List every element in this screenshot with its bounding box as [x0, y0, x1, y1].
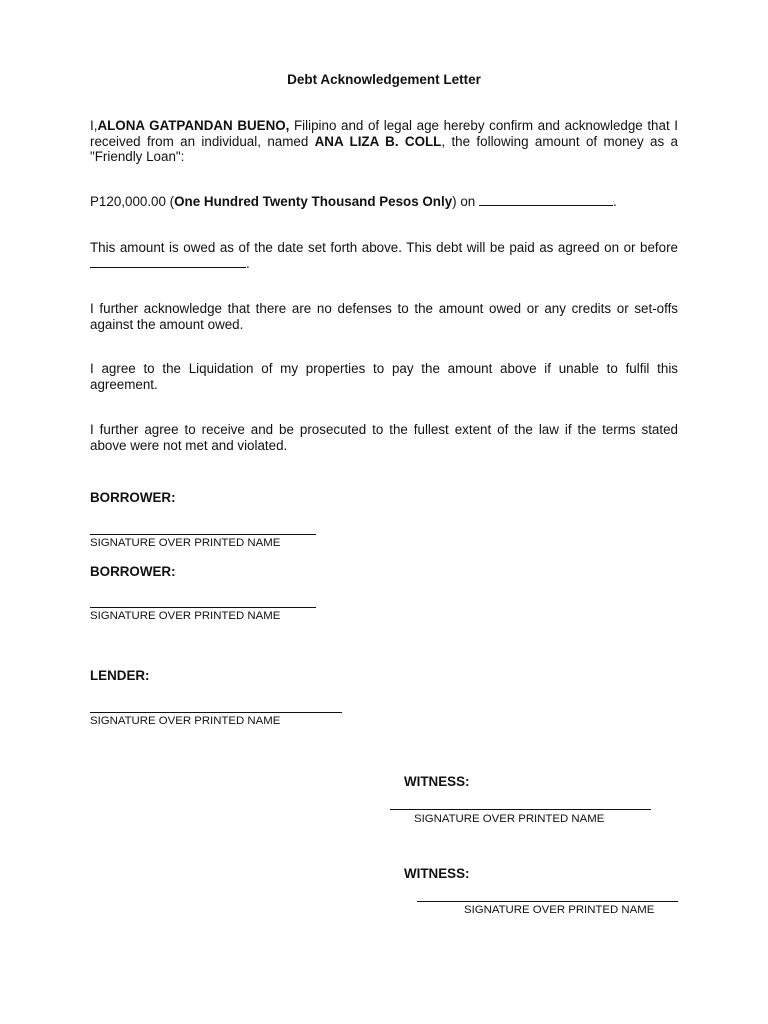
loan-date-blank[interactable]	[479, 194, 613, 206]
lender-name: ANA LIZA B. COLL	[314, 133, 442, 149]
lender-signature-label: SIGNATURE OVER PRINTED NAME	[90, 715, 281, 727]
due-end: .	[246, 255, 250, 271]
defenses-paragraph: I further acknowledge that there are no defenses to the amount owed or any credits or set-offs against the amount owed.	[90, 301, 678, 332]
witness-signature-label: SIGNATURE OVER PRINTED NAME	[464, 904, 655, 916]
witness-signature-line[interactable]	[390, 809, 651, 810]
borrower-signature-line[interactable]	[90, 534, 316, 535]
borrower-signature-label: SIGNATURE OVER PRINTED NAME	[90, 610, 281, 622]
borrower-heading: BORROWER:	[90, 490, 176, 505]
lender-signature-line[interactable]	[90, 712, 342, 713]
witness-signature-line[interactable]	[417, 901, 678, 902]
borrower-signature-label: SIGNATURE OVER PRINTED NAME	[90, 537, 281, 549]
amount-words: One Hundred Twenty Thousand Pesos Only	[174, 194, 453, 209]
lender-heading: LENDER:	[90, 668, 150, 683]
witness-heading: WITNESS:	[404, 866, 470, 881]
amount-end: .	[612, 194, 617, 209]
intro-paragraph	[90, 118, 678, 165]
borrower-heading: BORROWER:	[90, 564, 176, 579]
borrower-signature-line[interactable]	[90, 607, 316, 608]
intro-suffix: , the following amount of money as a "Friendly Loan":	[90, 133, 678, 164]
due-text: This amount is owed as of the date set forth above. This debt will be paid as agreed on or before	[90, 240, 678, 255]
intro-middle: Filipino and of legal age hereby confirm and acknowledge that I received from an individual, named	[90, 118, 678, 149]
amount-paragraph	[90, 194, 678, 210]
document-title: Debt Acknowledgement Letter	[287, 72, 481, 87]
due-paragraph	[90, 240, 678, 271]
witness-signature-label: SIGNATURE OVER PRINTED NAME	[414, 813, 605, 825]
amount-figure: P120,000.00 (	[90, 194, 175, 209]
liquidation-paragraph: I agree to the Liquidation of my properties to pay the amount above if unable to fulfil this agreement.	[90, 361, 678, 392]
witness-heading: WITNESS:	[404, 774, 470, 789]
due-date-blank[interactable]	[90, 256, 246, 268]
amount-after-words: ) on	[452, 194, 479, 209]
debtor-name: ALONA GATPANDAN BUENO,	[97, 118, 290, 133]
prosecution-paragraph: I further agree to receive and be prosecuted to the fullest extent of the law if the terms stated above were not met and violated.	[90, 422, 678, 453]
intro-prefix: I,	[90, 118, 98, 133]
